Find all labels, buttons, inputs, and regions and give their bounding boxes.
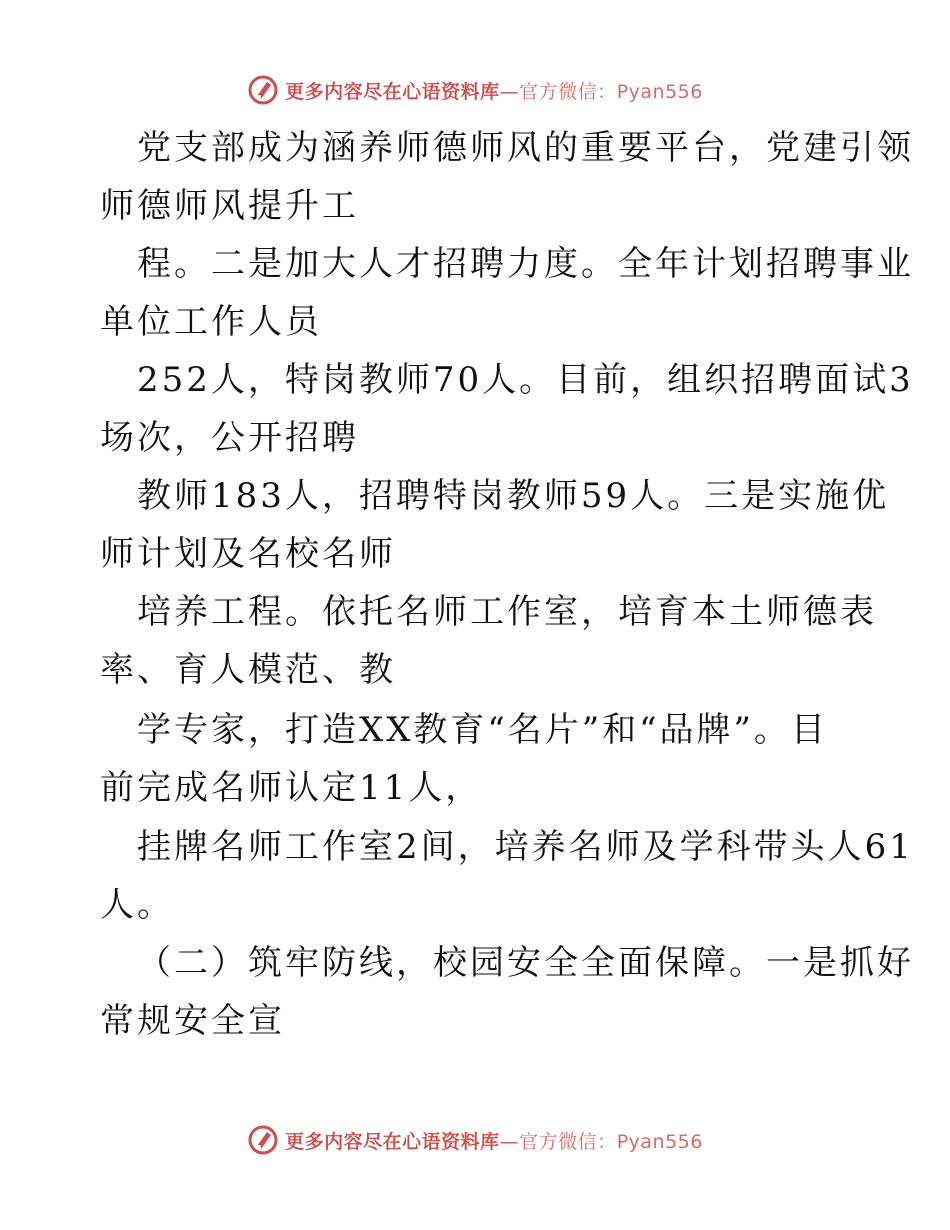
text-line: 培养工程。依托名师工作室，培育本土师德表 [137,592,877,632]
watermark-dash: — [499,1130,520,1153]
text-line: 挂牌名师工作室2间，培养名师及学科带头人61 [137,827,914,867]
text-line: 师德师风提升工 [100,186,359,226]
text-line: 率、育人模范、教 [100,650,396,690]
text-line: 人。 [100,885,174,925]
watermark-wechat-id: Pyan556 [616,1130,703,1153]
text-line: 党支部成为涵养师德师风的重要平台，党建引领 [137,128,914,168]
text-line: 场次，公开招聘 [100,418,359,458]
text-line: 前完成名师认定11人， [100,768,483,808]
text-line: 学专家，打造XX教育“名片”和“品牌”。目 [137,710,828,750]
watermark-dash: — [499,80,520,103]
text-line: 程。二是加大人才招聘力度。全年计划招聘事业 [137,244,914,284]
watermark-wechat-id: Pyan556 [616,80,703,103]
watermark-wechat-label: 官方微信： [519,1130,617,1153]
text-line: 252人，特岗教师70人。目前，组织招聘面试3 [137,360,914,400]
watermark-wechat-label: 官方微信： [519,80,617,103]
text-line: （二）筑牢防线，校园安全全面保障。一是抓好 [137,943,914,983]
watermark-brand: 更多内容尽在心语资料库 [285,1130,500,1153]
text-line: 单位工作人员 [100,302,322,342]
watermark-text [285,1127,703,1154]
pen-nib-circle-icon [247,1124,279,1156]
text-line: 教师183人，招聘特岗教师59人。三是实施优 [137,476,890,516]
watermark-brand: 更多内容尽在心语资料库 [285,80,500,103]
text-line: 师计划及名校名师 [100,534,396,574]
text-line: 常规安全宣 [100,1001,285,1041]
footer-watermark [0,1120,950,1160]
